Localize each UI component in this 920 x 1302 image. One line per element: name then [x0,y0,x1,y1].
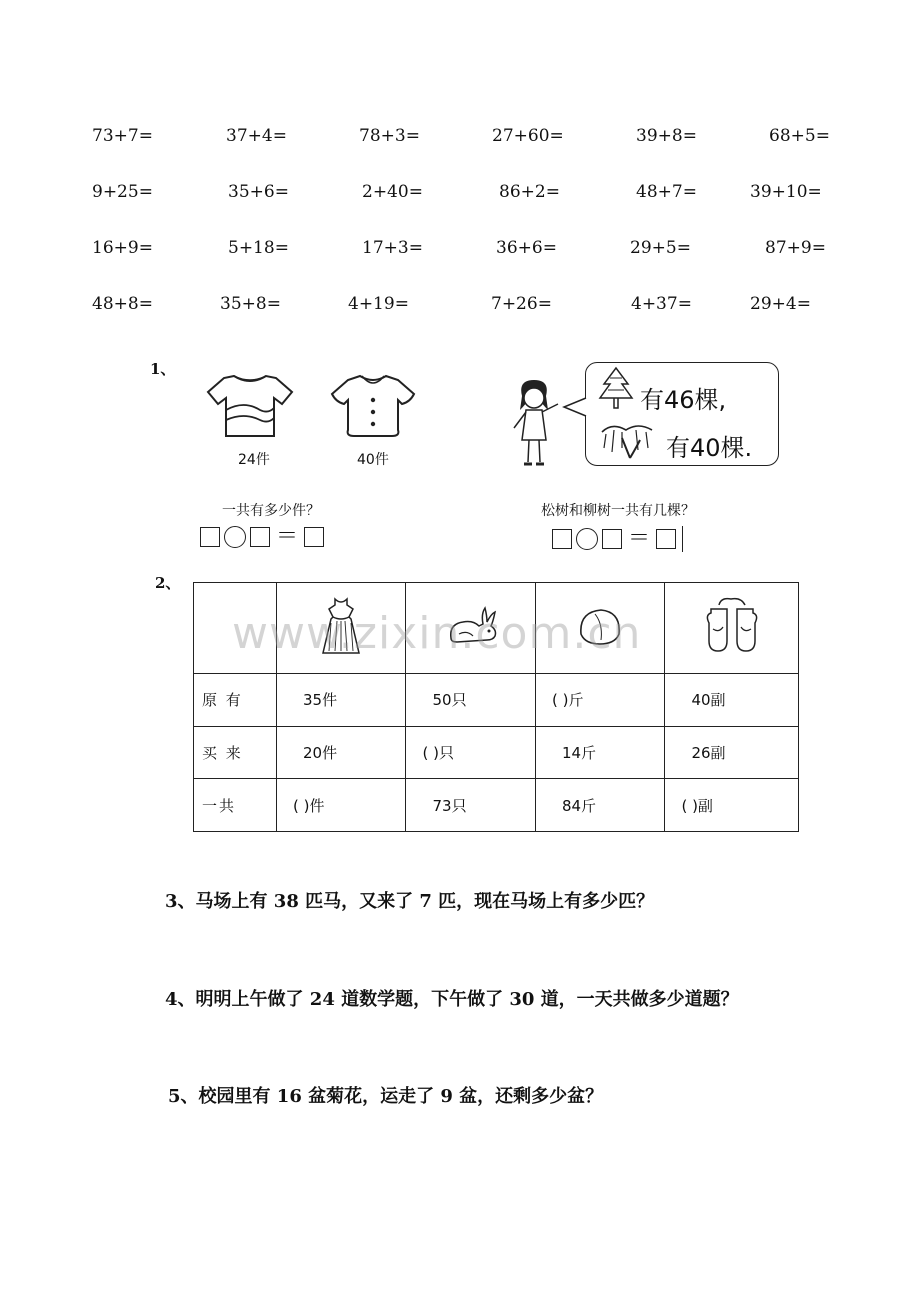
equals-sign: ＝ [276,524,299,549]
table-cell: 20件 [277,726,406,779]
table-cell: 73只 [406,779,535,832]
answer-box[interactable] [656,529,676,549]
girl-icon [506,378,562,474]
clothes-answer-boxes [200,526,324,548]
arith-item: 78+3= [359,126,420,146]
text-cursor [682,526,683,552]
table-cell: 26副 [665,726,799,779]
watermark: www.zixin.com.cn [232,608,642,659]
table-cell-blank[interactable]: ( )件 [277,779,406,832]
pine-tree-icon [598,366,634,410]
arith-item: 35+8= [220,294,281,314]
operator-circle[interactable] [576,528,598,550]
willow-count: 有40棵. [666,434,753,462]
arith-item: 17+3= [362,238,423,258]
arith-item: 48+8= [92,294,153,314]
operator-circle[interactable] [224,526,246,548]
arith-item: 4+19= [348,294,409,314]
table-header-mittens [665,583,799,674]
arith-item: 68+5= [769,126,830,146]
row-label: 一共 [194,779,277,832]
question-number: 1、 [150,360,176,378]
table-cell-blank[interactable]: ( )副 [665,779,799,832]
answer-box[interactable] [304,527,324,547]
table-cell: 50只 [406,674,535,727]
trees-question: 松树和柳树一共有几棵？ [541,503,695,519]
pine-count: 有46棵, [640,386,727,414]
table-cell: 84斤 [535,779,664,832]
arith-item: 86+2= [499,182,560,202]
clothes-question: 一共有多少件？ [222,503,320,519]
word-problem-5: 5、校园里有 16 盆菊花，运走了 9 盆，还剩多少盆？ [168,1086,604,1107]
arith-item: 29+5= [630,238,691,258]
row-label: 买 来 [194,726,277,779]
arith-item: 5+18= [228,238,289,258]
arith-item: 2+40= [362,182,423,202]
word-problem-4: 4、明明上午做了 24 道数学题，下午做了 30 道，一天共做多少道题？ [165,989,739,1010]
table-cell: 40副 [665,674,799,727]
row-label: 原 有 [194,674,277,727]
arith-item: 7+26= [491,294,552,314]
blouse-icon [328,370,418,442]
arith-item: 16+9= [92,238,153,258]
willow-tree-icon [596,418,662,462]
answer-box[interactable] [552,529,572,549]
arith-item: 37+4= [226,126,287,146]
arith-item: 35+6= [228,182,289,202]
table-cell-blank[interactable]: ( )只 [406,726,535,779]
answer-box[interactable] [602,529,622,549]
table-cell-blank[interactable]: ( )斤 [535,674,664,727]
mittens-icon [701,595,763,657]
arith-item: 87+9= [765,238,826,258]
answer-box[interactable] [250,527,270,547]
arith-item: 29+4= [750,294,811,314]
arith-item: 39+10= [750,182,822,202]
question-number: 2、 [155,574,181,592]
arith-item: 4+37= [631,294,692,314]
answer-box[interactable] [200,527,220,547]
arith-item: 73+7= [92,126,153,146]
shirt-count: 24件 [238,452,270,468]
word-problem-3: 3、马场上有 38 匹马，又来了 7 匹，现在马场上有多少匹？ [165,891,655,912]
blouse-count: 40件 [357,452,389,468]
arith-item: 48+7= [636,182,697,202]
arith-item: 9+25= [92,182,153,202]
equals-sign: ＝ [628,526,651,551]
arith-item: 36+6= [496,238,557,258]
table-cell: 14斤 [535,726,664,779]
arith-item: 39+8= [636,126,697,146]
shirt-icon [204,370,296,442]
arith-item: 27+60= [492,126,564,146]
trees-answer-boxes [552,526,683,552]
table-cell: 35件 [277,674,406,727]
bubble-tail [562,396,588,418]
